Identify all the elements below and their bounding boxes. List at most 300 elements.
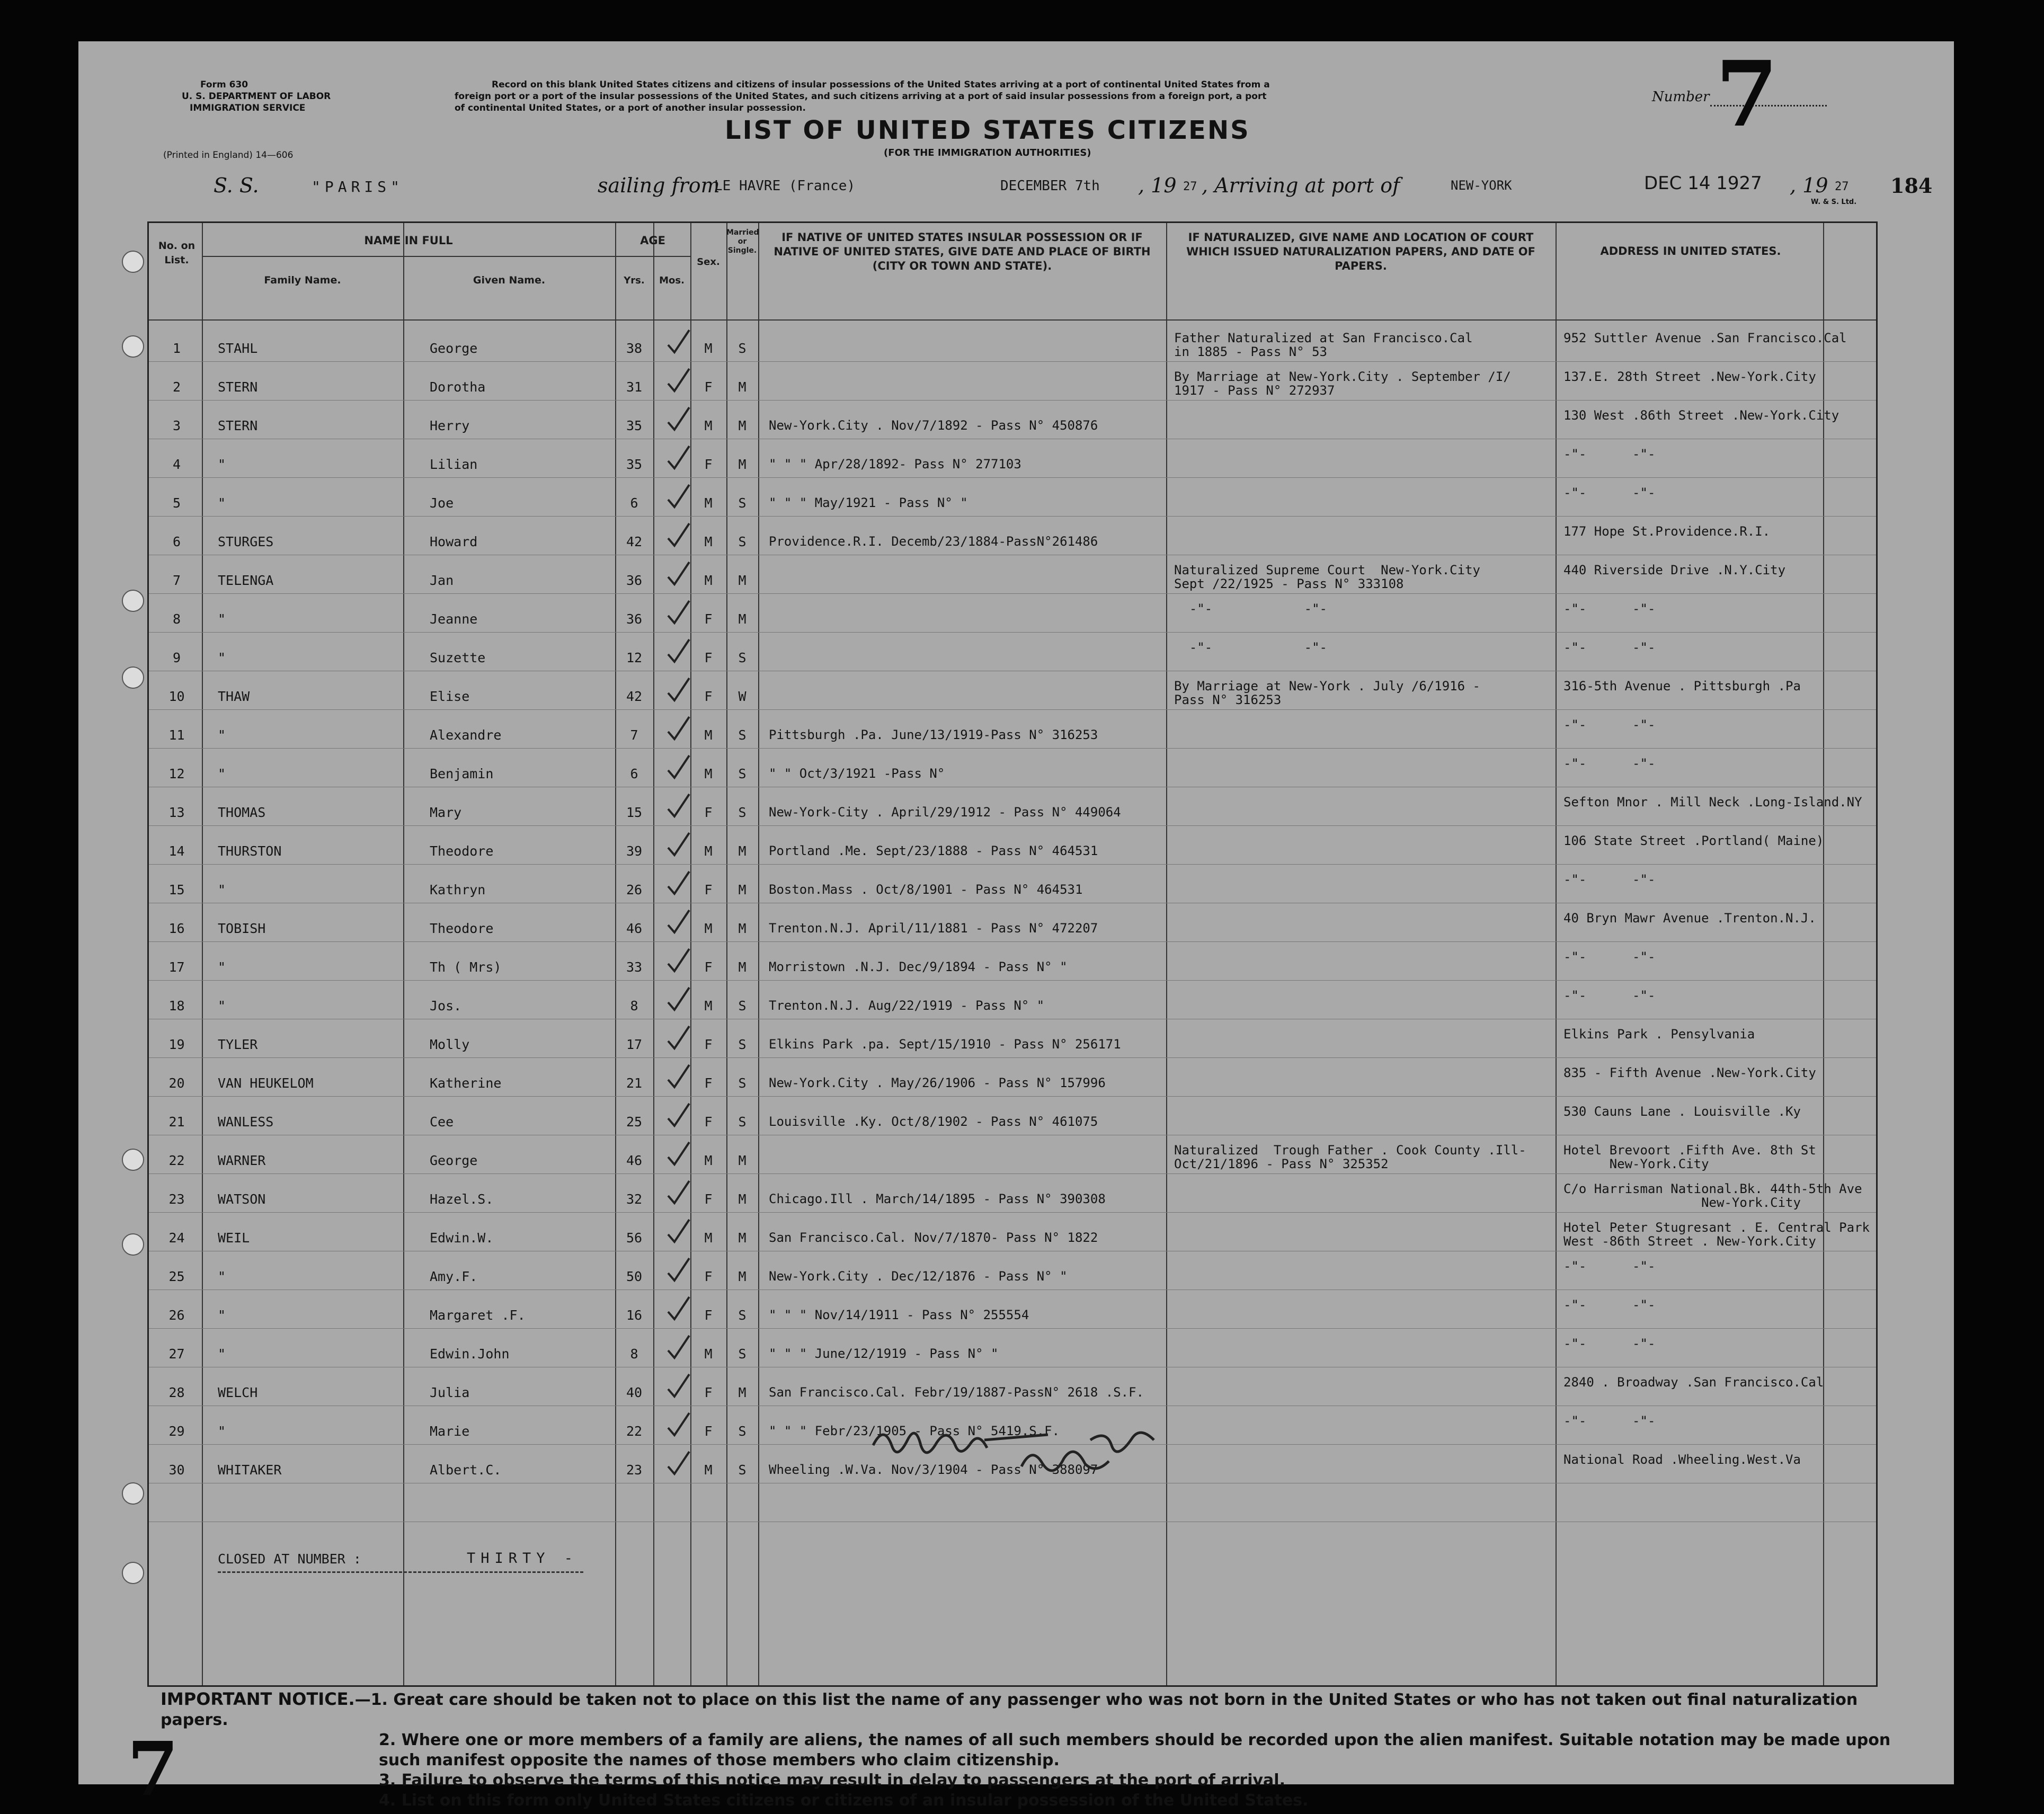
given-name: Edwin.John — [430, 1346, 510, 1362]
marital-status: M — [738, 1269, 746, 1284]
table-row — [149, 1141, 1876, 1180]
page-number: 184 — [1890, 174, 1933, 198]
marital-status: S — [738, 1075, 746, 1091]
marital-status: S — [738, 1114, 746, 1130]
us-address: 40 Bryn Mawr Avenue .Trenton.N.J. — [1563, 911, 1816, 926]
age-years: 7 — [630, 727, 638, 743]
marital-status: M — [738, 843, 746, 859]
row-number: 29 — [168, 1424, 185, 1439]
table-row — [149, 1257, 1876, 1296]
us-address: -"- -"- — [1563, 485, 1656, 500]
check-mark — [668, 1220, 689, 1242]
marital-status: M — [738, 573, 746, 588]
age-years: 42 — [626, 689, 643, 704]
table-row — [149, 561, 1876, 600]
marital-status: S — [738, 650, 746, 665]
sex: M — [704, 921, 713, 936]
table-row — [149, 1296, 1876, 1335]
marital-status: M — [738, 1230, 746, 1246]
us-address: -"- -"- — [1563, 988, 1656, 1003]
age-years: 21 — [626, 1075, 643, 1091]
col-married: Married or Single. — [726, 228, 759, 255]
row-number: 19 — [168, 1037, 185, 1052]
age-years: 22 — [626, 1424, 643, 1439]
table-row — [149, 368, 1876, 406]
col-family: Family Name. — [264, 274, 341, 286]
row-number: 6 — [172, 534, 181, 549]
printed-note: (Printed in England) 14—606 — [163, 150, 294, 161]
check-mark — [668, 1181, 689, 1203]
table-row — [149, 1219, 1876, 1257]
age-years: 56 — [626, 1230, 643, 1246]
table-row — [149, 600, 1876, 638]
table-row — [149, 484, 1876, 522]
given-name: Molly — [430, 1037, 470, 1052]
table-row — [149, 445, 1876, 484]
family-name: " — [218, 1424, 226, 1439]
row-number: 28 — [168, 1385, 185, 1400]
family-name: " — [218, 766, 226, 781]
col-yrs: Yrs. — [624, 275, 645, 286]
given-name: Dorotha — [430, 379, 486, 395]
family-name: WELCH — [218, 1385, 258, 1400]
family-name: WHITAKER — [218, 1462, 282, 1478]
closed-label: CLOSED AT NUMBER : — [218, 1551, 361, 1567]
table-row — [149, 793, 1876, 832]
us-address: 530 Cauns Lane . Louisville .Ky — [1563, 1104, 1801, 1119]
birth-info: Elkins Park .pa. Sept/15/1910 - Pass N° 256171 — [769, 1037, 1121, 1052]
marital-status: M — [738, 1385, 746, 1400]
row-number: 11 — [168, 727, 185, 743]
sex: F — [704, 1269, 713, 1284]
given-name: Kathryn — [430, 882, 486, 897]
given-name: Margaret .F. — [430, 1308, 526, 1323]
marital-status: M — [738, 379, 746, 395]
check-mark — [668, 1297, 689, 1319]
instruction-line-1: Record on this blank United States citizens and citizens of insular possessions of the United States arriving at a port of continental United States from a — [492, 79, 1270, 90]
marital-status: M — [738, 457, 746, 472]
given-name: Lilian — [430, 457, 478, 472]
check-mark — [668, 1413, 689, 1435]
age-years: 46 — [626, 921, 643, 936]
naturalization-info: -"- -"- — [1174, 601, 1327, 616]
sailing-label: sailing from — [598, 174, 720, 197]
col-no: No. on List. — [158, 240, 195, 266]
row-number: 20 — [168, 1075, 185, 1091]
given-name: Katherine — [430, 1075, 502, 1091]
notice-heading: IMPORTANT NOTICE. — [161, 1689, 355, 1709]
check-mark — [668, 833, 689, 855]
check-mark — [668, 369, 689, 391]
sex: F — [704, 689, 713, 704]
row-number: 24 — [168, 1230, 185, 1246]
us-address: -"- -"- — [1563, 640, 1656, 655]
age-years: 40 — [626, 1385, 643, 1400]
form-number: Form 630 — [200, 79, 248, 90]
sex: F — [704, 1191, 713, 1207]
age-years: 46 — [626, 1153, 643, 1168]
given-name: Jan — [430, 573, 454, 588]
sex: M — [704, 766, 713, 781]
family-name: THAW — [218, 689, 250, 704]
marital-status: S — [738, 1462, 746, 1478]
sex: F — [704, 1114, 713, 1130]
us-address: -"- -"- — [1563, 949, 1656, 964]
instruction-line-2: foreign port or a port of the insular possessions of the United States, and such citizens arriving at a port of said insular possessions from a foreign port, a port — [455, 91, 1267, 102]
given-name: Suzette — [430, 650, 486, 665]
marital-status: S — [738, 1037, 746, 1052]
col-naturalized: IF NATURALIZED, GIVE NAME AND LOCATION OF COURT WHICH ISSUED NATURALIZATION PAPERS, AND DATE OF PAPERS. — [1186, 231, 1535, 272]
given-name: Theodore — [430, 843, 494, 859]
manifest-sheet — [78, 41, 1954, 1813]
form-title: LIST OF UNITED STATES CITIZENS — [725, 115, 1250, 145]
age-years: 39 — [626, 843, 643, 859]
birth-info: " " " June/12/1919 - Pass N° " — [769, 1346, 999, 1361]
row-number: 23 — [168, 1191, 185, 1207]
us-address: 106 State Street .Portland( Maine) — [1563, 833, 1824, 848]
naturalization-info: Naturalized Supreme Court New-York.City Sept /22/1925 - Pass N° 333108 — [1174, 563, 1480, 591]
sex: M — [704, 1153, 713, 1168]
family-name: " — [218, 457, 226, 472]
age-years: 36 — [626, 573, 643, 588]
age-years: 8 — [630, 998, 638, 1013]
punch-hole — [122, 1562, 144, 1584]
marital-status: S — [738, 805, 746, 820]
col-name-in-full: NAME IN FULL — [364, 234, 453, 247]
us-address: Sefton Mnor . Mill Neck .Long-Island.NY — [1563, 795, 1862, 810]
col-address: ADDRESS IN UNITED STATES. — [1600, 245, 1781, 257]
notice-item-3: 3. Failure to observe the terms of this notice may result in delay to passengers at the port of arrival. — [379, 1771, 1285, 1790]
table-row — [149, 948, 1876, 986]
given-name: Th ( Mrs) — [430, 959, 502, 975]
row-number: 21 — [168, 1114, 185, 1130]
check-mark — [668, 1026, 689, 1048]
given-name: Benjamin — [430, 766, 494, 781]
check-mark — [668, 755, 689, 778]
us-address: 440 Riverside Drive .N.Y.City — [1563, 563, 1786, 577]
birth-info: Trenton.N.J. April/11/1881 - Pass N° 472207 — [769, 921, 1098, 936]
marital-status: S — [738, 495, 746, 511]
age-years: 50 — [626, 1269, 643, 1284]
given-name: Hazel.S. — [430, 1191, 494, 1207]
given-name: Edwin.W. — [430, 1230, 494, 1246]
given-name: Elise — [430, 689, 470, 704]
birth-info: " " " Febr/23/1905 - Pass N° 5419.S.F. — [769, 1424, 1060, 1438]
given-name: Cee — [430, 1114, 454, 1130]
punch-hole — [122, 335, 144, 358]
marital-status: S — [738, 1346, 746, 1362]
sex: M — [704, 998, 713, 1013]
sailing-from: LE HAVRE (France) — [714, 178, 856, 194]
family-name: THOMAS — [218, 805, 266, 820]
naturalization-info: -"- -"- — [1174, 640, 1327, 655]
family-name: " — [218, 611, 226, 627]
birth-info: San Francisco.Cal. Nov/7/1870- Pass N° 1822 — [769, 1230, 1098, 1245]
row-number: 15 — [168, 882, 185, 897]
naturalization-info: By Marriage at New-York.City . September /I/ 1917 - Pass N° 272937 — [1174, 369, 1511, 398]
table-row — [149, 1335, 1876, 1373]
ship-name: "PARIS" — [312, 178, 404, 195]
handwritten-list-number: 7 — [1716, 41, 1779, 147]
marital-status: S — [738, 727, 746, 743]
inspector-signature — [863, 1403, 1297, 1498]
punch-hole — [122, 251, 144, 273]
row-number: 18 — [168, 998, 185, 1013]
important-notice — [161, 1689, 1909, 1811]
birth-info: San Francisco.Cal. Febr/19/1887-PassN° 2618 .S.F. — [769, 1385, 1144, 1400]
given-name: Marie — [430, 1424, 470, 1439]
age-years: 33 — [626, 959, 643, 975]
marital-status: M — [738, 418, 746, 433]
punch-hole — [122, 1482, 144, 1505]
age-years: 17 — [626, 1037, 643, 1052]
table-row — [149, 832, 1876, 870]
sex: M — [704, 727, 713, 743]
check-mark — [668, 330, 689, 352]
sex: F — [704, 1037, 713, 1052]
family-name: WARNER — [218, 1153, 266, 1168]
row-number: 7 — [172, 573, 181, 588]
age-years: 25 — [626, 1114, 643, 1130]
birth-info: Morristown .N.J. Dec/9/1894 - Pass N° " — [769, 959, 1068, 974]
check-mark — [668, 1374, 689, 1397]
us-address: Hotel Brevoort .Fifth Ave. 8th St New-York.City — [1563, 1143, 1816, 1171]
birth-info: " " " May/1921 - Pass N° " — [769, 495, 968, 510]
check-mark — [668, 523, 689, 546]
check-mark — [668, 1142, 689, 1164]
closed-value: THIRTY - — [467, 1550, 579, 1567]
sex: M — [704, 573, 713, 588]
marital-status: S — [738, 766, 746, 781]
notice-item-2: 2. Where one or more members of a family are aliens, the names of all such members should be recorded upon the alien manifest. Suitable notation may be made upon such manifest opposite the names of those members who claim citizenship. — [379, 1731, 1891, 1769]
family-name: WATSON — [218, 1191, 266, 1207]
given-name: George — [430, 341, 478, 356]
family-name: " — [218, 1346, 226, 1362]
birth-info: New-York.City . May/26/1906 - Pass N° 157996 — [769, 1075, 1106, 1090]
row-number: 17 — [168, 959, 185, 975]
family-name: " — [218, 882, 226, 897]
sex: F — [704, 1308, 713, 1323]
marital-status: S — [738, 1308, 746, 1323]
notice-item-4: 4. List on this form only United States citizens or citizens of an insular possession of the United States. — [379, 1791, 1309, 1810]
check-mark — [668, 678, 689, 700]
marital-status: S — [738, 534, 746, 549]
age-years: 32 — [626, 1191, 643, 1207]
us-address: -"- -"- — [1563, 601, 1656, 616]
table-row — [149, 677, 1876, 716]
col-sex: Sex. — [697, 256, 720, 268]
number-label: Number — [1652, 89, 1710, 105]
row-number: 2 — [172, 379, 181, 395]
family-name: " — [218, 1308, 226, 1323]
family-name: WANLESS — [218, 1114, 274, 1130]
given-name: Amy.F. — [430, 1269, 478, 1284]
year-2: 27 — [1835, 180, 1849, 193]
row-number: 1 — [172, 341, 181, 356]
us-address: -"- -"- — [1563, 1413, 1656, 1428]
age-years: 35 — [626, 418, 643, 433]
corner-page-number: 7 — [127, 1726, 179, 1813]
marital-status: S — [738, 1424, 746, 1439]
sex: F — [704, 1385, 713, 1400]
tick-marks — [626, 223, 785, 1495]
family-name: " — [218, 650, 226, 665]
us-address: 835 - Fifth Avenue .New-York.City — [1563, 1065, 1816, 1080]
us-address: 177 Hope St.Providence.R.I. — [1563, 524, 1771, 539]
age-years: 6 — [630, 495, 638, 511]
us-address: 316-5th Avenue . Pittsburgh .Pa — [1563, 679, 1801, 693]
row-number: 14 — [168, 843, 185, 859]
age-years: 36 — [626, 611, 643, 627]
check-mark — [668, 910, 689, 932]
check-mark — [668, 988, 689, 1010]
marital-status: M — [738, 1191, 746, 1207]
given-name: George — [430, 1153, 478, 1168]
row-number: 30 — [168, 1462, 185, 1478]
row-number: 12 — [168, 766, 185, 781]
row-number: 3 — [172, 418, 181, 433]
row-number: 22 — [168, 1153, 185, 1168]
age-years: 6 — [630, 766, 638, 781]
col-given: Given Name. — [473, 274, 546, 286]
family-name: STERN — [218, 418, 258, 433]
naturalization-info: Naturalized Trough Father . Cook County .Ill- Oct/21/1896 - Pass N° 325352 — [1174, 1143, 1526, 1171]
family-name: STERN — [218, 379, 258, 395]
printer-mark: W. & S. Ltd. — [1811, 198, 1857, 206]
birth-info: New-York.City . Dec/12/1876 - Pass N° " — [769, 1269, 1068, 1284]
given-name: Joe — [430, 495, 454, 511]
arriving-label: , Arriving at port of — [1202, 174, 1400, 197]
sex: F — [704, 650, 713, 665]
sex: M — [704, 534, 713, 549]
check-mark — [668, 1452, 689, 1474]
marital-status: W — [738, 689, 746, 704]
check-mark — [668, 1104, 689, 1126]
table-row — [149, 716, 1876, 754]
sex: F — [704, 1424, 713, 1439]
birth-info: Boston.Mass . Oct/8/1901 - Pass N° 464531 — [769, 882, 1083, 897]
sex: M — [704, 341, 713, 356]
punch-hole — [122, 590, 144, 612]
us-address: National Road .Wheeling.West.Va — [1563, 1452, 1801, 1467]
row-number: 5 — [172, 495, 181, 511]
age-years: 16 — [626, 1308, 643, 1323]
age-years: 12 — [626, 650, 643, 665]
check-mark — [668, 794, 689, 816]
sex: F — [704, 457, 713, 472]
sex: M — [704, 843, 713, 859]
sex: F — [704, 882, 713, 897]
instruction-line-3: of continental United States, or a port of another insular possession. — [455, 103, 806, 113]
birth-info: New-York.City . Nov/7/1892 - Pass N° 450876 — [769, 418, 1098, 433]
birth-info: Pittsburgh .Pa. June/13/1919-Pass N° 316253 — [769, 727, 1098, 742]
check-mark — [668, 872, 689, 894]
row-number: 4 — [172, 457, 181, 472]
us-address: Hotel Peter Stugresant . E. Central Park West -86th Street . New-York.City — [1563, 1220, 1870, 1249]
us-address: -"- -"- — [1563, 1297, 1656, 1312]
check-mark — [668, 1065, 689, 1087]
us-address: 2840 . Broadway .San Francisco.Cal — [1563, 1375, 1824, 1390]
given-name: Herry — [430, 418, 470, 433]
given-name: Mary — [430, 805, 462, 820]
marital-status: M — [738, 921, 746, 936]
check-mark — [668, 717, 689, 739]
us-address: -"- -"- — [1563, 447, 1656, 461]
us-address: -"- -"- — [1563, 1336, 1656, 1351]
punch-hole — [122, 1149, 144, 1171]
check-mark — [668, 1258, 689, 1281]
us-address: 952 Suttler Avenue .San Francisco.Cal — [1563, 331, 1847, 345]
birth-info: Portland .Me. Sept/23/1888 - Pass N° 464531 — [769, 843, 1098, 858]
department: U. S. DEPARTMENT OF LABOR — [182, 91, 331, 102]
us-address: -"- -"- — [1563, 1259, 1656, 1274]
us-address: Elkins Park . Pensylvania — [1563, 1027, 1755, 1042]
naturalization-info: Father Naturalized at San Francisco.Cal in 1885 - Pass N° 53 — [1174, 331, 1473, 359]
table-row — [149, 1064, 1876, 1102]
us-address: -"- -"- — [1563, 756, 1656, 771]
naturalization-info: By Marriage at New-York . July /6/1916 - Pass N° 316253 — [1174, 679, 1480, 707]
sex: F — [704, 959, 713, 975]
table-row — [149, 754, 1876, 793]
us-address: 130 West .86th Street .New-York.City — [1563, 408, 1839, 423]
us-address: -"- -"- — [1563, 717, 1656, 732]
punch-hole — [122, 666, 144, 689]
col-birth: IF NATIVE OF UNITED STATES INSULAR POSSESSION OR IF NATIVE OF UNITED STATES, GIVE DATE AND PLACE OF BIRTH (CITY OR TOWN AND STATE). — [774, 231, 1151, 272]
check-mark — [668, 446, 689, 468]
sex: F — [704, 611, 713, 627]
age-years: 23 — [626, 1462, 643, 1478]
family-name: TOBISH — [218, 921, 266, 936]
sex: M — [704, 1462, 713, 1478]
sex: M — [704, 495, 713, 511]
marital-status: M — [738, 959, 746, 975]
col-age: AGE — [640, 234, 665, 247]
row-number: 25 — [168, 1269, 185, 1284]
row-number: 10 — [168, 689, 185, 704]
age-years: 8 — [630, 1346, 638, 1362]
form-subtitle: (FOR THE IMMIGRATION AUTHORITIES) — [884, 147, 1091, 158]
check-mark — [668, 949, 689, 971]
sex: M — [704, 1230, 713, 1246]
sail-date: DECEMBER 7th — [1000, 178, 1100, 194]
marital-status: M — [738, 611, 746, 627]
row-number: 8 — [172, 611, 181, 627]
birth-info: Trenton.N.J. Aug/22/1919 - Pass N° " — [769, 998, 1045, 1013]
family-name: " — [218, 959, 226, 975]
age-years: 38 — [626, 341, 643, 356]
family-name: " — [218, 998, 226, 1013]
notice-item-1: —1. Great care should be taken not to place on this list the name of any passenger who was not born in the United States or who has not taken out final naturalization papers. — [161, 1691, 1858, 1729]
birth-info: " " " Nov/14/1911 - Pass N° 255554 — [769, 1308, 1029, 1322]
table-row — [149, 870, 1876, 909]
sex: F — [704, 1075, 713, 1091]
us-address: C/o Harrisman National.Bk. 44th-5th Ave New-York.City — [1563, 1181, 1862, 1210]
table-row — [149, 329, 1876, 368]
family-name: " — [218, 727, 226, 743]
family-name: " — [218, 1269, 226, 1284]
birth-info: " " Oct/3/1921 -Pass N° — [769, 766, 945, 781]
sex: F — [704, 379, 713, 395]
service: IMMIGRATION SERVICE — [190, 103, 306, 113]
year-label-1: , 19 — [1138, 174, 1177, 197]
us-address: -"- -"- — [1563, 872, 1656, 887]
family-name: WEIL — [218, 1230, 250, 1246]
birth-info: " " " Apr/28/1892- Pass N° 277103 — [769, 457, 1021, 472]
family-name: " — [218, 495, 226, 511]
table-row — [149, 1102, 1876, 1141]
check-mark — [668, 562, 689, 584]
sex: F — [704, 805, 713, 820]
